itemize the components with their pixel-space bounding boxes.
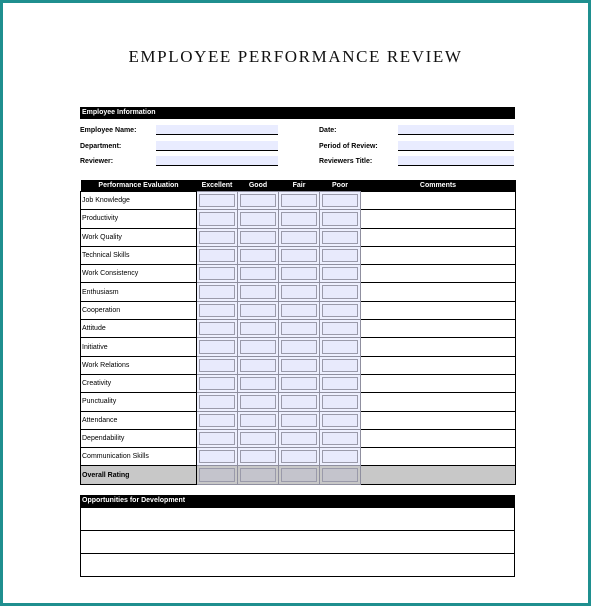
criterion-label: Productivity (81, 210, 197, 228)
development-input[interactable] (81, 531, 515, 554)
employee-info-header: Employee Information (80, 107, 515, 119)
rating-checkbox-fair[interactable] (281, 267, 317, 280)
rating-checkbox-good[interactable] (240, 249, 276, 262)
rating-cell-good (238, 338, 279, 356)
rating-cell-fair (279, 466, 320, 484)
rating-checkbox-good[interactable] (240, 340, 276, 353)
rating-checkbox-good[interactable] (240, 432, 276, 445)
rating-checkbox-fair[interactable] (281, 340, 317, 353)
rating-checkbox-fair[interactable] (281, 231, 317, 244)
rating-checkbox-excellent[interactable] (199, 432, 235, 445)
rating-cell-excellent (197, 466, 238, 484)
rating-checkbox-fair[interactable] (281, 304, 317, 317)
reviewer-label: Reviewer: (80, 158, 114, 165)
rating-checkbox-good[interactable] (240, 231, 276, 244)
rating-cell-poor (320, 448, 361, 466)
rating-cell-excellent (197, 338, 238, 356)
rating-checkbox-excellent[interactable] (199, 359, 235, 372)
employee-name-field[interactable] (156, 125, 278, 135)
overall-rating-row (81, 466, 516, 484)
table-row (81, 429, 516, 447)
rating-checkbox-poor[interactable] (322, 194, 358, 207)
department-field[interactable] (156, 141, 278, 151)
rating-checkbox-poor[interactable] (322, 340, 358, 353)
rating-cell-good (238, 429, 279, 447)
criterion-label: Dependability (81, 429, 197, 447)
rating-cell-good (238, 265, 279, 283)
rating-checkbox-good[interactable] (240, 395, 276, 408)
header-comments: Comments (361, 180, 516, 192)
rating-cell-excellent (197, 301, 238, 319)
table-row (81, 301, 516, 319)
criterion-label: Work Relations (81, 356, 197, 374)
rating-cell-fair (279, 393, 320, 411)
rating-cell-poor (320, 320, 361, 338)
rating-checkbox-excellent[interactable] (199, 249, 235, 262)
rating-checkbox-fair[interactable] (281, 285, 317, 298)
comment-field[interactable] (361, 320, 516, 338)
rating-cell-excellent (197, 320, 238, 338)
rating-checkbox-poor[interactable] (322, 231, 358, 244)
development-row (81, 531, 515, 554)
rating-checkbox-good[interactable] (240, 377, 276, 390)
rating-cell-fair (279, 265, 320, 283)
rating-checkbox-fair[interactable] (281, 377, 317, 390)
rating-checkbox-fair[interactable] (281, 395, 317, 408)
rating-cell-excellent (197, 210, 238, 228)
development-input[interactable] (81, 554, 515, 577)
table-row (81, 411, 516, 429)
criterion-label: Cooperation (81, 301, 197, 319)
rating-checkbox-good[interactable] (240, 267, 276, 280)
rating-cell-good (238, 192, 279, 210)
period-of-review-field[interactable] (398, 141, 514, 151)
rating-cell-fair (279, 448, 320, 466)
table-row (81, 320, 516, 338)
rating-checkbox-fair[interactable] (281, 212, 317, 225)
rating-checkbox-excellent[interactable] (199, 304, 235, 317)
rating-cell-good (238, 374, 279, 392)
rating-cell-poor (320, 393, 361, 411)
rating-cell-excellent (197, 283, 238, 301)
header-performance-evaluation: Performance Evaluation (81, 180, 197, 192)
table-row (81, 192, 516, 210)
rating-checkbox-poor[interactable] (322, 359, 358, 372)
employee-name-label: Employee Name: (80, 127, 137, 134)
criterion-label: Attendance (81, 411, 197, 429)
header-poor: Poor (320, 180, 361, 192)
department-label: Department: (80, 143, 122, 150)
rating-cell-poor (320, 429, 361, 447)
rating-cell-poor (320, 192, 361, 210)
criterion-label: Initiative (81, 338, 197, 356)
comment-field[interactable] (361, 210, 516, 228)
criterion-label: Technical Skills (81, 246, 197, 264)
rating-cell-fair (279, 246, 320, 264)
rating-checkbox-poor[interactable] (322, 432, 358, 445)
date-label: Date: (319, 127, 337, 134)
criterion-label: Communication Skills (81, 448, 197, 466)
reviewer-field[interactable] (156, 156, 278, 166)
table-row (81, 283, 516, 301)
rating-cell-fair (279, 429, 320, 447)
rating-cell-fair (279, 374, 320, 392)
header-excellent: Excellent (197, 180, 238, 192)
table-row (81, 448, 516, 466)
rating-cell-poor (320, 283, 361, 301)
rating-checkbox-poor[interactable] (322, 267, 358, 280)
table-row (81, 246, 516, 264)
rating-cell-excellent (197, 429, 238, 447)
header-fair: Fair (279, 180, 320, 192)
rating-cell-poor (320, 265, 361, 283)
evaluation-header-row (81, 180, 516, 192)
rating-checkbox-fair[interactable] (281, 432, 317, 445)
comment-field[interactable] (361, 301, 516, 319)
rating-checkbox-good[interactable] (240, 285, 276, 298)
development-row (81, 554, 515, 577)
rating-checkbox-poor[interactable] (322, 285, 358, 298)
rating-checkbox-good[interactable] (240, 359, 276, 372)
rating-cell-poor (320, 374, 361, 392)
comment-field[interactable] (361, 283, 516, 301)
rating-cell-good (238, 301, 279, 319)
rating-cell-good (238, 466, 279, 484)
rating-checkbox-fair[interactable] (281, 194, 317, 207)
rating-checkbox-good[interactable] (240, 304, 276, 317)
rating-checkbox-excellent[interactable] (199, 285, 235, 298)
rating-cell-good (238, 393, 279, 411)
rating-cell-good (238, 228, 279, 246)
development-table (80, 507, 515, 577)
table-row (81, 374, 516, 392)
header-good: Good (238, 180, 279, 192)
rating-checkbox-good[interactable] (240, 212, 276, 225)
period-of-review-label: Period of Review: (319, 143, 378, 150)
rating-checkbox-excellent[interactable] (199, 377, 235, 390)
criterion-label: Work Quality (81, 228, 197, 246)
rating-checkbox-poor[interactable] (322, 450, 358, 463)
rating-checkbox-excellent[interactable] (199, 231, 235, 244)
comment-field[interactable] (361, 338, 516, 356)
rating-cell-fair (279, 338, 320, 356)
rating-cell-good (238, 448, 279, 466)
criterion-label: Enthusiasm (81, 283, 197, 301)
rating-cell-poor (320, 301, 361, 319)
comment-field[interactable] (361, 411, 516, 429)
table-row (81, 210, 516, 228)
rating-checkbox-fair[interactable] (281, 468, 317, 481)
comment-field[interactable] (361, 356, 516, 374)
date-field[interactable] (398, 125, 514, 135)
criterion-label: Creativity (81, 374, 197, 392)
rating-checkbox-excellent[interactable] (199, 395, 235, 408)
rating-cell-fair (279, 228, 320, 246)
rating-checkbox-good[interactable] (240, 450, 276, 463)
development-input[interactable] (81, 508, 515, 531)
rating-cell-excellent (197, 393, 238, 411)
table-row (81, 338, 516, 356)
comment-field[interactable] (361, 246, 516, 264)
rating-checkbox-excellent[interactable] (199, 212, 235, 225)
rating-cell-excellent (197, 374, 238, 392)
rating-cell-good (238, 210, 279, 228)
rating-cell-good (238, 246, 279, 264)
development-header: Opportunities for Development (80, 495, 515, 507)
table-row (81, 356, 516, 374)
comment-field[interactable] (361, 448, 516, 466)
rating-checkbox-excellent[interactable] (199, 322, 235, 335)
rating-checkbox-excellent[interactable] (199, 450, 235, 463)
rating-checkbox-excellent[interactable] (199, 194, 235, 207)
table-row (81, 228, 516, 246)
reviewers-title-label: Reviewers Title: (319, 158, 373, 165)
rating-checkbox-poor[interactable] (322, 468, 358, 481)
rating-cell-fair (279, 356, 320, 374)
criterion-label: Attitude (81, 320, 197, 338)
rating-cell-excellent (197, 448, 238, 466)
rating-cell-fair (279, 192, 320, 210)
criterion-label: Punctuality (81, 393, 197, 411)
rating-checkbox-fair[interactable] (281, 450, 317, 463)
comment-field[interactable] (361, 429, 516, 447)
rating-cell-fair (279, 320, 320, 338)
rating-cell-poor (320, 466, 361, 484)
criterion-label: Job Knowledge (81, 192, 197, 210)
rating-cell-good (238, 411, 279, 429)
development-row (81, 508, 515, 531)
reviewers-title-field[interactable] (398, 156, 514, 166)
rating-cell-excellent (197, 411, 238, 429)
rating-cell-good (238, 320, 279, 338)
rating-cell-poor (320, 210, 361, 228)
rating-checkbox-excellent[interactable] (199, 340, 235, 353)
rating-checkbox-poor[interactable] (322, 377, 358, 390)
rating-cell-excellent (197, 356, 238, 374)
rating-cell-fair (279, 283, 320, 301)
evaluation-table (80, 180, 516, 485)
rating-cell-good (238, 356, 279, 374)
rating-checkbox-good[interactable] (240, 194, 276, 207)
rating-checkbox-fair[interactable] (281, 414, 317, 427)
rating-cell-excellent (197, 228, 238, 246)
rating-cell-excellent (197, 192, 238, 210)
rating-cell-excellent (197, 265, 238, 283)
rating-cell-poor (320, 411, 361, 429)
rating-checkbox-poor[interactable] (322, 322, 358, 335)
rating-cell-poor (320, 338, 361, 356)
comment-field[interactable] (361, 228, 516, 246)
rating-checkbox-good[interactable] (240, 414, 276, 427)
page-title: EMPLOYEE PERFORMANCE REVIEW (128, 47, 463, 66)
rating-checkbox-good[interactable] (240, 322, 276, 335)
overall-rating-label: Overall Rating (81, 466, 197, 484)
comment-field[interactable] (361, 466, 516, 484)
rating-cell-poor (320, 356, 361, 374)
rating-cell-excellent (197, 246, 238, 264)
rating-checkbox-fair[interactable] (281, 322, 317, 335)
comment-field[interactable] (361, 265, 516, 283)
rating-checkbox-excellent[interactable] (199, 267, 235, 280)
table-row (81, 393, 516, 411)
rating-checkbox-poor[interactable] (322, 212, 358, 225)
rating-checkbox-good[interactable] (240, 468, 276, 481)
rating-cell-fair (279, 411, 320, 429)
rating-checkbox-poor[interactable] (322, 414, 358, 427)
comment-field[interactable] (361, 192, 516, 210)
rating-cell-fair (279, 210, 320, 228)
comment-field[interactable] (361, 374, 516, 392)
rating-cell-poor (320, 246, 361, 264)
rating-checkbox-fair[interactable] (281, 359, 317, 372)
rating-checkbox-excellent[interactable] (199, 414, 235, 427)
criterion-label: Work Consistency (81, 265, 197, 283)
rating-checkbox-poor[interactable] (322, 395, 358, 408)
rating-cell-good (238, 283, 279, 301)
rating-checkbox-fair[interactable] (281, 249, 317, 262)
rating-checkbox-excellent[interactable] (199, 468, 235, 481)
rating-checkbox-poor[interactable] (322, 304, 358, 317)
table-row (81, 265, 516, 283)
rating-cell-poor (320, 228, 361, 246)
comment-field[interactable] (361, 393, 516, 411)
rating-cell-fair (279, 301, 320, 319)
rating-checkbox-poor[interactable] (322, 249, 358, 262)
